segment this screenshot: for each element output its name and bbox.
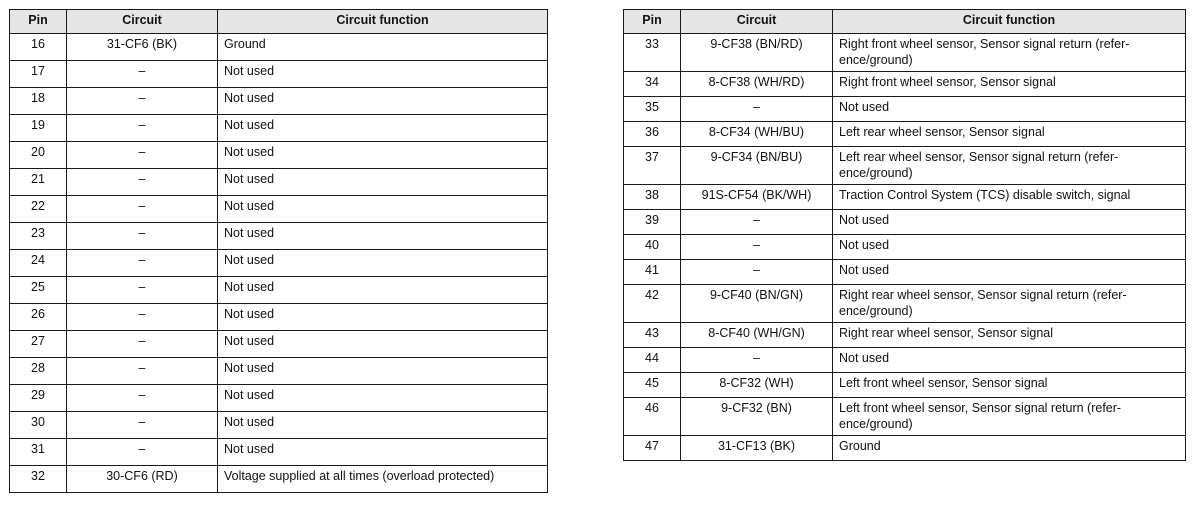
function-cell: Not used <box>218 439 548 466</box>
pin-cell: 32 <box>10 466 67 493</box>
pin-cell: 35 <box>624 97 681 122</box>
circuit-cell: – <box>67 142 218 169</box>
table-row <box>10 304 548 331</box>
function-cell: Not used <box>218 196 548 223</box>
circuit-cell: 91S-CF54 (BK/WH) <box>681 185 833 210</box>
circuit-cell: – <box>67 223 218 250</box>
function-cell: Not used <box>833 235 1186 260</box>
table-row <box>624 235 1186 260</box>
function-cell: Right front wheel sensor, Sensor signal return (refer-ence/ground) <box>833 34 1186 72</box>
circuit-cell: 8-CF34 (WH/BU) <box>681 122 833 147</box>
circuit-cell: – <box>67 412 218 439</box>
function-cell: Left front wheel sensor, Sensor signal return (refer-ence/ground) <box>833 398 1186 436</box>
function-cell: Not used <box>833 97 1186 122</box>
pin-cell: 45 <box>624 373 681 398</box>
table-row <box>624 260 1186 285</box>
table-row <box>10 385 548 412</box>
table-row <box>10 277 548 304</box>
circuit-cell: 31-CF13 (BK) <box>681 436 833 461</box>
pin-cell: 41 <box>624 260 681 285</box>
table-row <box>624 436 1186 461</box>
pin-cell: 43 <box>624 323 681 348</box>
table-row <box>10 223 548 250</box>
pin-cell: 34 <box>624 72 681 97</box>
function-cell: Not used <box>218 142 548 169</box>
circuit-cell: 30-CF6 (RD) <box>67 466 218 493</box>
table-row <box>10 115 548 142</box>
function-cell: Not used <box>218 277 548 304</box>
pin-cell: 30 <box>10 412 67 439</box>
circuit-cell: – <box>67 169 218 196</box>
table-header-row <box>10 10 548 34</box>
function-cell: Traction Control System (TCS) disable switch, signal <box>833 185 1186 210</box>
circuit-cell: 8-CF32 (WH) <box>681 373 833 398</box>
pin-cell: 20 <box>10 142 67 169</box>
table-row <box>624 97 1186 122</box>
function-cell: Right rear wheel sensor, Sensor signal <box>833 323 1186 348</box>
circuit-cell: – <box>67 439 218 466</box>
table-row <box>624 34 1186 72</box>
pin-cell: 25 <box>10 277 67 304</box>
pin-cell: 17 <box>10 61 67 88</box>
pin-cell: 19 <box>10 115 67 142</box>
circuit-cell: – <box>67 385 218 412</box>
function-cell: Not used <box>218 223 548 250</box>
circuit-cell: 9-CF38 (BN/RD) <box>681 34 833 72</box>
pin-table-right <box>623 9 1186 461</box>
pin-cell: 38 <box>624 185 681 210</box>
pin-column-header: Pin <box>624 10 681 34</box>
table-row <box>624 185 1186 210</box>
pin-cell: 18 <box>10 88 67 115</box>
table-row <box>10 439 548 466</box>
table-row <box>10 169 548 196</box>
function-cell: Voltage supplied at all times (overload protected) <box>218 466 548 493</box>
circuit-column-header: Circuit <box>681 10 833 34</box>
circuit-cell: – <box>67 331 218 358</box>
function-cell: Not used <box>218 250 548 277</box>
circuit-cell: – <box>681 260 833 285</box>
function-cell: Right rear wheel sensor, Sensor signal return (refer-ence/ground) <box>833 285 1186 323</box>
function-cell: Not used <box>218 412 548 439</box>
pin-cell: 22 <box>10 196 67 223</box>
pin-cell: 26 <box>10 304 67 331</box>
pin-column-header: Pin <box>10 10 67 34</box>
pin-cell: 39 <box>624 210 681 235</box>
function-cell: Not used <box>218 304 548 331</box>
pin-cell: 44 <box>624 348 681 373</box>
pin-cell: 37 <box>624 147 681 185</box>
table-row <box>10 61 548 88</box>
function-cell: Not used <box>833 210 1186 235</box>
function-cell: Not used <box>218 61 548 88</box>
table-body-left <box>10 34 548 493</box>
table-row <box>10 142 548 169</box>
table-row <box>624 72 1186 97</box>
function-cell: Not used <box>218 115 548 142</box>
pin-cell: 24 <box>10 250 67 277</box>
table-row <box>10 466 548 493</box>
pin-cell: 21 <box>10 169 67 196</box>
circuit-cell: – <box>67 196 218 223</box>
table-row <box>624 348 1186 373</box>
table-row <box>10 196 548 223</box>
pin-cell: 42 <box>624 285 681 323</box>
circuit-cell: 31-CF6 (BK) <box>67 34 218 61</box>
circuit-cell: – <box>67 115 218 142</box>
table-header-row <box>624 10 1186 34</box>
function-cell: Left rear wheel sensor, Sensor signal return (refer-ence/ground) <box>833 147 1186 185</box>
circuit-cell: 8-CF40 (WH/GN) <box>681 323 833 348</box>
circuit-cell: – <box>681 348 833 373</box>
circuit-cell: – <box>681 97 833 122</box>
pin-cell: 29 <box>10 385 67 412</box>
function-cell: Not used <box>833 348 1186 373</box>
function-cell: Not used <box>218 88 548 115</box>
table-row <box>624 122 1186 147</box>
table-row <box>10 88 548 115</box>
circuit-cell: 8-CF38 (WH/RD) <box>681 72 833 97</box>
circuit-cell: – <box>67 304 218 331</box>
function-cell: Ground <box>218 34 548 61</box>
circuit-cell: – <box>67 61 218 88</box>
table-row <box>624 147 1186 185</box>
table-row <box>10 412 548 439</box>
pin-cell: 40 <box>624 235 681 260</box>
pin-cell: 23 <box>10 223 67 250</box>
function-cell: Not used <box>218 169 548 196</box>
table-row <box>624 373 1186 398</box>
circuit-cell: – <box>681 210 833 235</box>
circuit-cell: – <box>67 250 218 277</box>
table-row <box>10 34 548 61</box>
circuit-cell: 9-CF34 (BN/BU) <box>681 147 833 185</box>
function-cell: Not used <box>218 358 548 385</box>
pin-cell: 33 <box>624 34 681 72</box>
table-row <box>10 331 548 358</box>
pin-cell: 27 <box>10 331 67 358</box>
pin-cell: 31 <box>10 439 67 466</box>
function-column-header: Circuit function <box>218 10 548 34</box>
function-cell: Ground <box>833 436 1186 461</box>
function-cell: Not used <box>218 331 548 358</box>
function-cell: Not used <box>833 260 1186 285</box>
table-row <box>10 250 548 277</box>
function-cell: Left rear wheel sensor, Sensor signal <box>833 122 1186 147</box>
circuit-cell: 9-CF40 (BN/GN) <box>681 285 833 323</box>
circuit-column-header: Circuit <box>67 10 218 34</box>
circuit-cell: – <box>67 277 218 304</box>
table-row <box>624 398 1186 436</box>
pin-cell: 28 <box>10 358 67 385</box>
function-cell: Not used <box>218 385 548 412</box>
table-row <box>624 210 1186 235</box>
table-row <box>624 323 1186 348</box>
pin-table-left <box>9 9 548 493</box>
circuit-cell: 9-CF32 (BN) <box>681 398 833 436</box>
table-body-right <box>624 34 1186 461</box>
table-row <box>10 358 548 385</box>
pin-cell: 46 <box>624 398 681 436</box>
function-column-header: Circuit function <box>833 10 1186 34</box>
circuit-cell: – <box>681 235 833 260</box>
pin-cell: 36 <box>624 122 681 147</box>
circuit-cell: – <box>67 88 218 115</box>
pin-cell: 47 <box>624 436 681 461</box>
circuit-cell: – <box>67 358 218 385</box>
table-row <box>624 285 1186 323</box>
pin-cell: 16 <box>10 34 67 61</box>
function-cell: Right front wheel sensor, Sensor signal <box>833 72 1186 97</box>
function-cell: Left front wheel sensor, Sensor signal <box>833 373 1186 398</box>
